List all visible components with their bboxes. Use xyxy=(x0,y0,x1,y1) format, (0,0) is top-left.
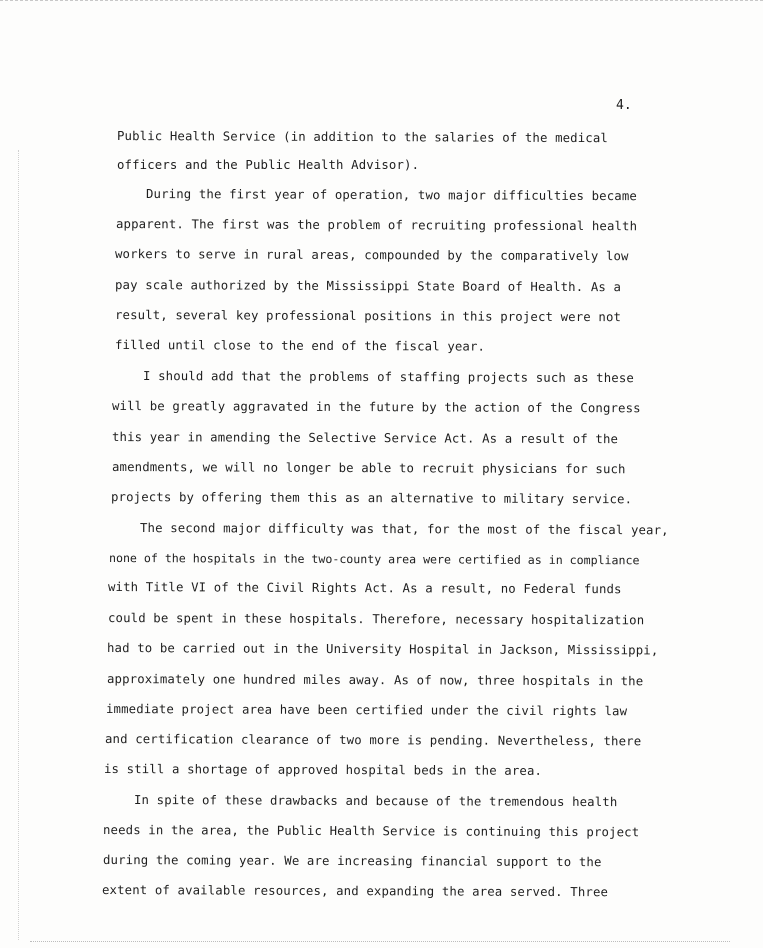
text-line: I should add that the problems of staffing projects such as these xyxy=(142,369,634,386)
page-number: 4. xyxy=(616,98,632,113)
text-line: this year in amending the Selective Service Act. As a result of the xyxy=(111,430,619,447)
text-line: projects by offering them this as an alternative to military service. xyxy=(110,490,633,507)
text-line: result, several key professional positions in this project were not xyxy=(114,308,622,325)
text-line: In spite of these drawbacks and because of the tremendous health xyxy=(133,793,618,810)
text-line: pay scale authorized by the Mississippi State Board of Health. As a xyxy=(114,278,622,295)
text-line: with Title VI of the Civil Rights Act. As a result, no Federal funds xyxy=(107,580,622,597)
text-line: workers to serve in rural areas, compounded by the comparatively low xyxy=(114,247,629,264)
scan-bottom-edge xyxy=(30,941,730,944)
text-line: Public Health Service (in addition to the salaries of the medical xyxy=(116,129,608,146)
text-line: amendments, we will no longer be able to recruit physicians for such xyxy=(111,460,626,477)
text-line: apparent. The first was the problem of recruiting professional health xyxy=(115,217,638,234)
scan-top-edge xyxy=(0,0,763,3)
text-line: had to be carried out in the University Hospital in Jackson, Mississippi, xyxy=(106,641,659,658)
text-line: and certification clearance of two more is pending. Nevertheless, there xyxy=(104,732,642,749)
text-line: during the coming year. We are increasing financial support to the xyxy=(102,853,602,870)
scan-left-margin-specks xyxy=(18,150,21,940)
text-line: extent of available resources, and expanding the area served. Three xyxy=(101,883,609,900)
text-line: needs in the area, the Public Health Service is continuing this project xyxy=(102,823,640,840)
text-line: immediate project area have been certified under the civil rights law xyxy=(105,702,628,719)
text-line: none of the hospitals in the two-county area were certified as in compliance xyxy=(108,551,640,568)
text-line: approximately one hundred miles away. As of now, three hospitals in the xyxy=(106,672,644,689)
text-line: will be greatly aggravated in the future by the action of the Congress xyxy=(111,399,641,416)
text-line: filled until close to the end of the fiscal year. xyxy=(114,338,486,354)
text-line: could be spent in these hospitals. Therefore, necessary hospitalization xyxy=(107,611,645,628)
text-line: The second major difficulty was that, for the most of the fiscal year, xyxy=(139,521,669,538)
text-line: During the first year of operation, two major difficulties became xyxy=(145,187,637,204)
text-line: officers and the Public Health Advisor). xyxy=(117,158,420,172)
text-line: is still a shortage of approved hospital beds in the area. xyxy=(103,762,543,778)
